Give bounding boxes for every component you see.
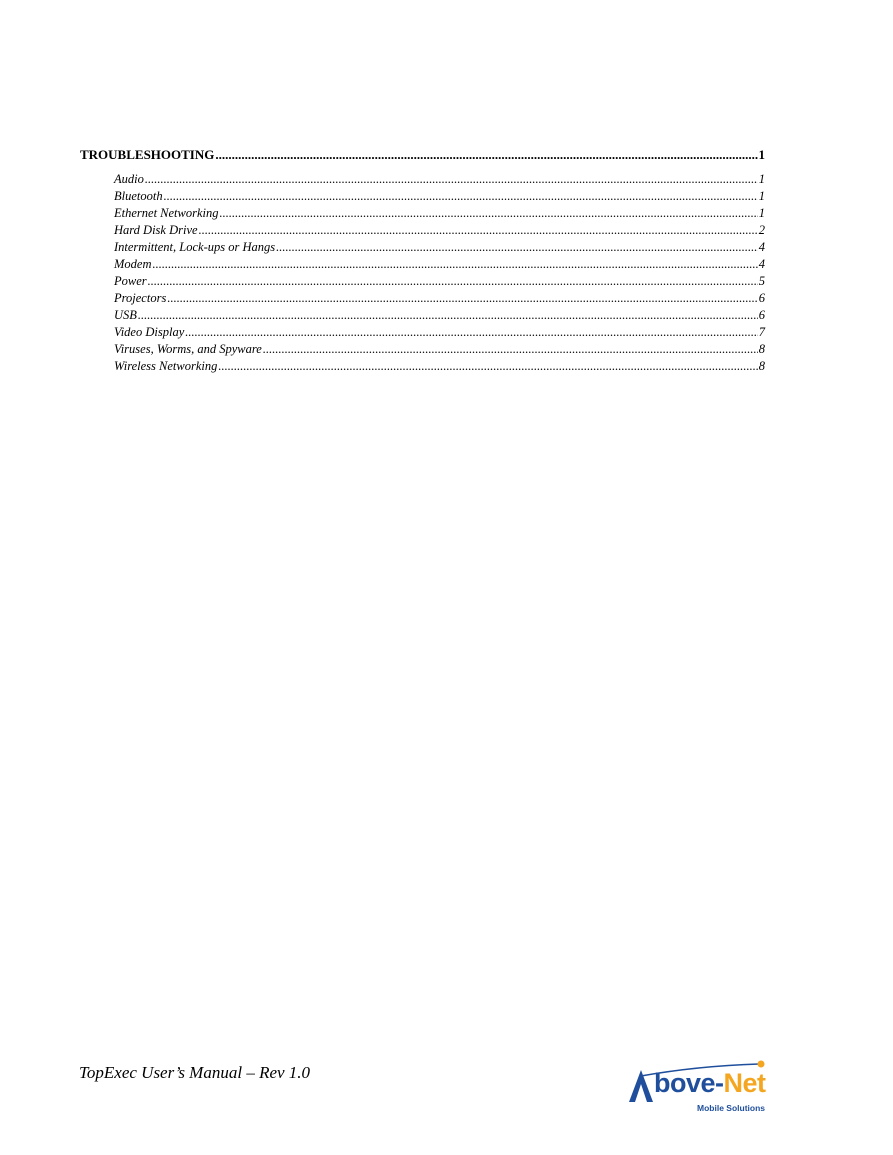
toc-leader-dots [145, 171, 758, 188]
toc-entry-page: 5 [758, 274, 765, 288]
toc-entry-usb[interactable] [80, 307, 765, 324]
toc-leader-dots [263, 341, 758, 358]
toc-entry-title: Hard Disk Drive [114, 223, 198, 237]
above-net-logo [627, 1058, 772, 1118]
logo-word-main: bove- [654, 1068, 724, 1098]
toc-leader-dots [220, 205, 758, 222]
toc-entry-page: 4 [758, 257, 765, 271]
toc-entry-title: Modem [114, 257, 152, 271]
toc-leader-dots [138, 307, 758, 324]
logo-wordmark [635, 1068, 766, 1099]
toc-entry-title: Audio [114, 172, 144, 186]
toc-leader-dots [164, 188, 758, 205]
toc-chapter-title: TROUBLESHOOTING [80, 147, 215, 162]
toc-leader-dots [148, 273, 758, 290]
logo-word-accent: Net [723, 1068, 766, 1098]
toc-entry-bluetooth[interactable] [80, 188, 765, 205]
toc-entry-title: Bluetooth [114, 189, 163, 203]
toc-entry-title: Ethernet Networking [114, 206, 219, 220]
toc-leader-dots [199, 222, 758, 239]
toc-entry-wireless-networking[interactable] [80, 358, 765, 375]
toc-entry-audio[interactable] [80, 171, 765, 188]
toc-leader-dots [218, 358, 757, 375]
toc-entry-page: 7 [758, 325, 765, 339]
logo-subtitle: Mobile Solutions [697, 1103, 765, 1113]
toc-leader-dots [276, 239, 758, 256]
toc-entry-projectors[interactable] [80, 290, 765, 307]
footer-manual-title: TopExec User’s Manual – Rev 1.0 [79, 1063, 311, 1082]
toc-entry-page: 6 [758, 291, 765, 305]
toc-entry-page: 6 [758, 308, 765, 322]
toc-entry-title: Intermittent, Lock-ups or Hangs [114, 240, 276, 254]
toc-entry-ethernet-networking[interactable] [80, 205, 765, 222]
toc-leader-dots [153, 256, 758, 273]
toc-chapter-page: 1 [758, 147, 765, 162]
toc-entry-hard-disk-drive[interactable] [80, 222, 765, 239]
toc-entry-page: 8 [758, 342, 765, 356]
toc-entry-title: Video Display [114, 325, 185, 339]
toc-entry-intermittent[interactable] [80, 239, 765, 256]
toc-leader-dots [215, 146, 757, 163]
toc-entry-page: 1 [758, 189, 765, 203]
toc-entry-page: 8 [758, 359, 765, 373]
toc-entry-page: 1 [758, 206, 765, 220]
table-of-contents [80, 146, 765, 375]
toc-entry-modem[interactable] [80, 256, 765, 273]
toc-leader-dots [167, 290, 757, 307]
toc-entry-page: 4 [758, 240, 765, 254]
toc-chapter-entry[interactable] [80, 146, 765, 163]
toc-entry-power[interactable] [80, 273, 765, 290]
toc-entry-page: 1 [758, 172, 765, 186]
toc-entry-title: Viruses, Worms, and Spyware [114, 342, 262, 356]
toc-entry-viruses[interactable] [80, 341, 765, 358]
toc-entry-title: USB [114, 308, 137, 322]
toc-entry-video-display[interactable] [80, 324, 765, 341]
toc-entry-page: 2 [758, 223, 765, 237]
toc-entry-title: Projectors [114, 291, 167, 305]
toc-entry-title: Power [114, 274, 147, 288]
toc-entry-title: Wireless Networking [114, 359, 218, 373]
toc-leader-dots [185, 324, 758, 341]
